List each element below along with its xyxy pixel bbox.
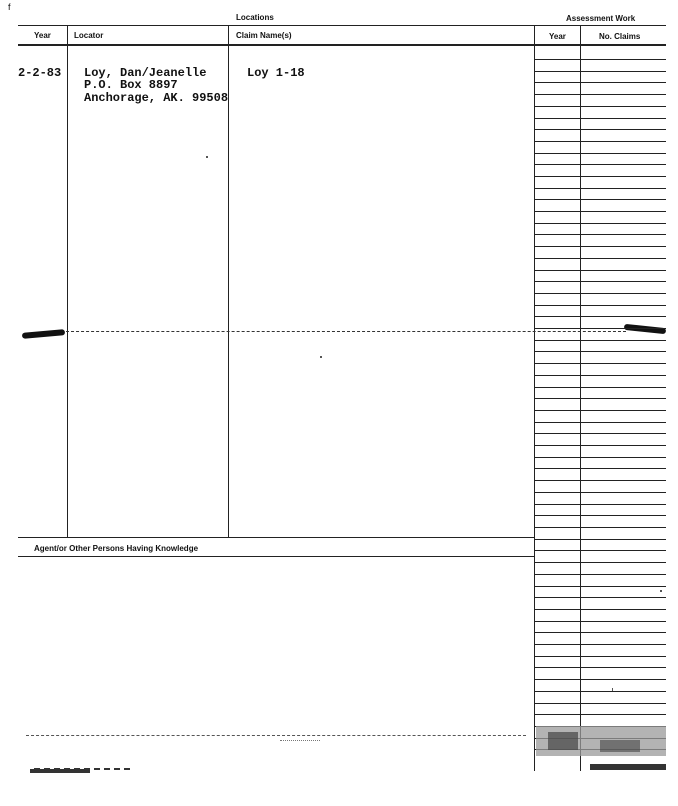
assessment-row-rule	[535, 703, 666, 704]
assessment-row-rule	[535, 480, 666, 481]
assessment-row-rule	[535, 609, 666, 610]
assessment-row-rule	[535, 644, 666, 645]
table-bottom-rule	[18, 537, 535, 538]
stray-dot	[206, 156, 208, 158]
agent-section-label: Agent/or Other Persons Having Knowledge	[34, 544, 199, 553]
assessment-row-rule	[535, 656, 666, 657]
assessment-row-rule	[535, 141, 666, 142]
assessment-row-rule	[535, 398, 666, 399]
mid-dashed-rule	[66, 331, 626, 332]
entry-locator-name: Loy, Dan/Jeanelle	[84, 66, 207, 80]
assessment-row-rule	[535, 433, 666, 434]
year-locator-divider	[67, 26, 68, 537]
bottom-right-smudge	[590, 764, 666, 770]
assessment-row-rule	[535, 363, 666, 364]
entry-locator-address1: P.O. Box 8897	[84, 78, 178, 92]
assessment-row-rule	[535, 351, 666, 352]
assessment-row-rule	[535, 223, 666, 224]
assessment-work-header: Assessment Work	[566, 14, 636, 23]
assessment-row-rule	[535, 258, 666, 259]
assessment-row-rule	[535, 293, 666, 294]
bottom-dashed-rule	[26, 735, 526, 736]
entry-claim-name: Loy 1-18	[247, 66, 305, 80]
scan-speckle	[280, 740, 320, 751]
assessment-row-rule	[535, 597, 666, 598]
agent-section-rule	[18, 556, 535, 557]
assessment-row-rule	[535, 691, 666, 692]
assessment-row-rule	[535, 515, 666, 516]
assessment-year-column-header: Year	[549, 32, 566, 41]
bottom-left-smudge	[30, 769, 90, 773]
assessment-row-rule	[535, 621, 666, 622]
header-bottom-rule	[18, 44, 666, 46]
assessment-row-rule	[535, 129, 666, 130]
assessment-row-rule	[535, 574, 666, 575]
assessment-row-rule	[535, 281, 666, 282]
assessment-row-rule	[535, 176, 666, 177]
locator-column-header: Locator	[74, 31, 104, 40]
assessment-row-rule	[535, 375, 666, 376]
assessment-row-rule	[535, 316, 666, 317]
assessment-row-rule	[535, 457, 666, 458]
assessment-row-rule	[535, 387, 666, 388]
assessment-row-rule	[535, 94, 666, 95]
assessment-row-rule	[535, 59, 666, 60]
assessment-row-rule	[535, 188, 666, 189]
scan-noise-dark	[600, 740, 640, 752]
assessment-row-rule	[535, 305, 666, 306]
entry-year: 2-2-83	[18, 66, 62, 80]
claim-names-column-header: Claim Name(s)	[236, 31, 292, 40]
stray-dot	[320, 356, 322, 358]
assessment-row-rule	[535, 199, 666, 200]
assessment-row-rule	[535, 504, 666, 505]
assessment-row-rule	[535, 714, 666, 715]
assessment-row-rule	[535, 492, 666, 493]
assessment-row-rule	[535, 106, 666, 107]
header-top-rule	[18, 25, 666, 26]
margin-mark-left	[22, 329, 65, 339]
locator-claims-divider	[228, 26, 229, 537]
scan-noise-dark	[548, 732, 578, 750]
assessment-row-rule	[535, 632, 666, 633]
assessment-row-rule	[535, 118, 666, 119]
locations-header: Locations	[236, 13, 274, 22]
assessment-row-rule	[535, 527, 666, 528]
assessment-row-rule	[535, 82, 666, 83]
assessment-row-rule	[535, 71, 666, 72]
assessment-row-rule	[535, 539, 666, 540]
assessment-row-rule	[535, 340, 666, 341]
assessment-row-rule	[535, 270, 666, 271]
assessment-row-rule	[535, 468, 666, 469]
entry-locator-address2: Anchorage, AK. 99508	[84, 91, 229, 105]
assessment-row-rule	[535, 234, 666, 235]
assessment-row-rule	[535, 422, 666, 423]
assessment-row-rule	[535, 550, 666, 551]
stray-dot	[660, 590, 662, 592]
assessment-row-rule	[535, 679, 666, 680]
assessment-row-rule	[535, 586, 666, 587]
assessment-row-rule	[535, 562, 666, 563]
assessment-row-rule	[535, 445, 666, 446]
assessment-row-rule	[535, 164, 666, 165]
margin-mark-right	[624, 324, 666, 334]
assessment-row-rule	[535, 246, 666, 247]
assessment-row-rule	[535, 667, 666, 668]
no-claims-column-header: No. Claims	[599, 32, 641, 41]
year-column-header: Year	[34, 31, 51, 40]
assessment-row-rule	[535, 153, 666, 154]
assessment-row-rule	[535, 211, 666, 212]
assessment-row-rule	[535, 328, 666, 329]
assessment-row-rule	[535, 410, 666, 411]
corner-mark: f	[8, 2, 11, 12]
